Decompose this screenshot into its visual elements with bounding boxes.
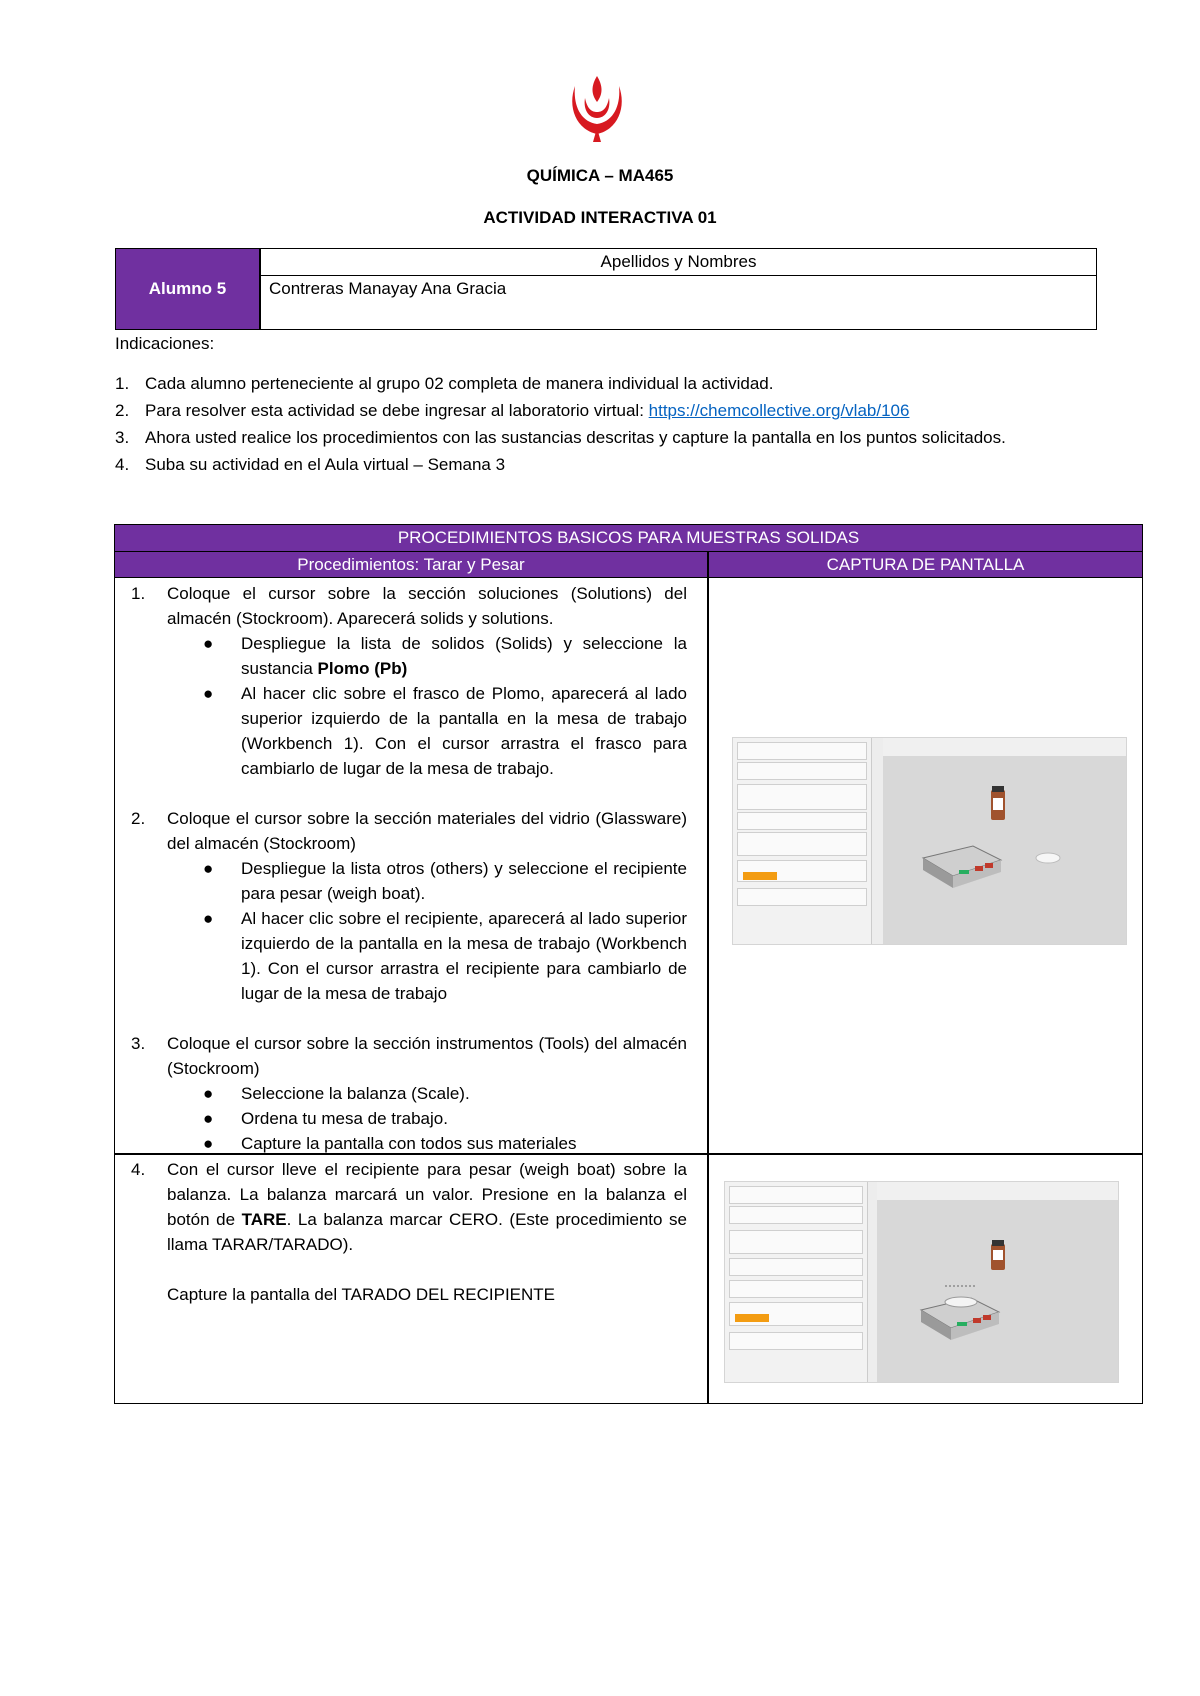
progress-fill [743, 872, 777, 880]
bullet-text: Seleccione la balanza (Scale). [241, 1084, 470, 1103]
panel-row [729, 1258, 863, 1276]
item-number: 2. [115, 401, 130, 420]
step-4 [115, 1157, 687, 1257]
bullet-icon: ● [203, 1109, 214, 1128]
step-number: 4. [131, 1160, 146, 1179]
capture-text: Capture la pantalla del TARADO DEL RECIPIENTE [167, 1285, 556, 1304]
vlab-link[interactable]: https://chemcollective.org/vlab/106 [648, 401, 910, 420]
step-text: Coloque el cursor sobre la sección instrumentos (Tools) del almacén (Stockroom) [167, 1034, 687, 1078]
instructions-title: Indicaciones: [115, 334, 215, 353]
step-1 [115, 581, 687, 631]
bullet-text: Ordena tu mesa de trabajo. [241, 1109, 448, 1128]
lab-equipment-icon [877, 1182, 1118, 1382]
bullet-icon: ● [203, 684, 214, 703]
bullet-icon: ● [203, 909, 214, 928]
student-label: Alumno 5 [116, 249, 259, 329]
lab-equipment-icon [883, 738, 1125, 944]
activity-title: ACTIVIDAD INTERACTIVA 01 [483, 208, 717, 227]
list-item [115, 453, 1115, 480]
step-2-bullet-2 [115, 906, 687, 1006]
step-3-bullet-2 [115, 1106, 687, 1131]
tare-bold-text: TARE [241, 1210, 287, 1229]
item-text: Cada alumno perteneciente al grupo 02 completa de manera individual la actividad. [145, 374, 774, 393]
bullet-text: Despliegue la lista otros (others) y seleccione el recipiente para pesar (weigh boat). [241, 859, 687, 903]
step-3-bullet-1 [115, 1081, 687, 1106]
item-number: 1. [115, 374, 130, 393]
step-text: Coloque el cursor sobre la sección soluciones (Solutions) del almacén (Stockroom). Aparecerá solids y solutions. [167, 584, 687, 628]
step-1-bullet-2 [115, 681, 687, 781]
step-number: 3. [131, 1034, 146, 1053]
step-2-bullet-1 [115, 856, 687, 906]
panel-row [737, 784, 867, 810]
item-text: Para resolver esta actividad se debe ingresar al laboratorio virtual: [145, 401, 649, 420]
bullet-icon: ● [203, 1084, 214, 1103]
step-4-cell [115, 1157, 687, 1307]
panel-row [737, 812, 867, 830]
panel-row [729, 1186, 863, 1204]
step-text-continued: . La balanza marcar CERO. (Este procedimiento se llama TARAR/TARADO). [167, 1210, 687, 1254]
panel-row [729, 1230, 863, 1254]
bullet-text: Al hacer clic sobre el recipiente, aparecerá al lado superior izquierdo de la pantalla en la mesa de trabajo (Workbench 1). Con el cursor arrastra el recipiente para cambiarlo de lugar de la mesa de trabajo [241, 909, 687, 1003]
stockroom-panel [733, 738, 872, 944]
item-text: Ahora usted realice los procedimientos con las sustancias descritas y capture la pantalla en los puntos solicitados. [145, 428, 1006, 447]
column-header-procedures: Procedimientos: Tarar y Pesar [297, 555, 525, 574]
step-text: Coloque el cursor sobre la sección materiales del vidrio (Glassware) del almacén (Stockroom) [167, 809, 687, 853]
bullet-icon: ● [203, 1134, 214, 1153]
procedures-table [114, 524, 1143, 1404]
item-number: 4. [115, 455, 130, 474]
step-number: 1. [131, 584, 146, 603]
bullet-bold-text: Plomo (Pb) [317, 659, 408, 678]
table-header-row [115, 552, 1142, 578]
step-4-capture-instruction [115, 1282, 687, 1307]
steps-1-3-cell [115, 581, 687, 1156]
student-table [115, 248, 1097, 330]
instructions-list [115, 372, 1115, 480]
workbench-panel [877, 1182, 1118, 1382]
panel-row [737, 742, 867, 760]
student-column-header: Apellidos y Nombres [261, 249, 1096, 276]
bullet-icon: ● [203, 634, 214, 653]
column-divider [707, 552, 709, 1403]
step-text: Con el cursor lleve el recipiente para pesar (weigh boat) sobre la balanza. La balanza marcará un valor. Presione en la balanza el botón de [167, 1160, 687, 1229]
step-1-bullet-1 [115, 631, 687, 681]
workbench-screenshot-2 [724, 1181, 1119, 1383]
bullet-text: Al hacer clic sobre el frasco de Plomo, aparecerá al lado superior izquierdo de la pantalla en la mesa de trabajo (Workbench 1). Con el cursor arrastra el frasco para cambiarlo de lugar de la mesa de trabajo. [241, 684, 687, 778]
bullet-text: Capture la pantalla con todos sus materiales [241, 1134, 577, 1153]
panel-row [729, 1206, 863, 1224]
list-item [115, 399, 1115, 426]
stockroom-panel [725, 1182, 868, 1382]
panel-row [737, 888, 867, 906]
university-logo [563, 72, 631, 144]
student-name: Contreras Manayay Ana Gracia [269, 279, 507, 298]
bullet-text: Despliegue la lista de solidos (Solids) y seleccione la sustancia [241, 634, 687, 678]
list-item [115, 372, 1115, 399]
panel-row [737, 832, 867, 856]
list-item [115, 426, 1115, 453]
panel-row [729, 1280, 863, 1298]
course-title: QUÍMICA – MA465 [526, 166, 674, 185]
column-header-capture: CAPTURA DE PANTALLA [826, 555, 1025, 574]
bullet-icon: ● [203, 859, 214, 878]
panel-row [737, 762, 867, 780]
table-title: PROCEDIMIENTOS BASICOS PARA MUESTRAS SOLIDAS [115, 525, 1142, 552]
workbench-panel [883, 738, 1126, 944]
step-number: 2. [131, 809, 146, 828]
step-2 [115, 806, 687, 856]
item-number: 3. [115, 428, 130, 447]
step-3-bullet-3 [115, 1131, 687, 1156]
step-3 [115, 1031, 687, 1081]
panel-row [729, 1332, 863, 1350]
workbench-screenshot-1 [732, 737, 1127, 945]
item-text: Suba su actividad en el Aula virtual – Semana 3 [145, 455, 506, 474]
progress-fill [735, 1314, 769, 1322]
